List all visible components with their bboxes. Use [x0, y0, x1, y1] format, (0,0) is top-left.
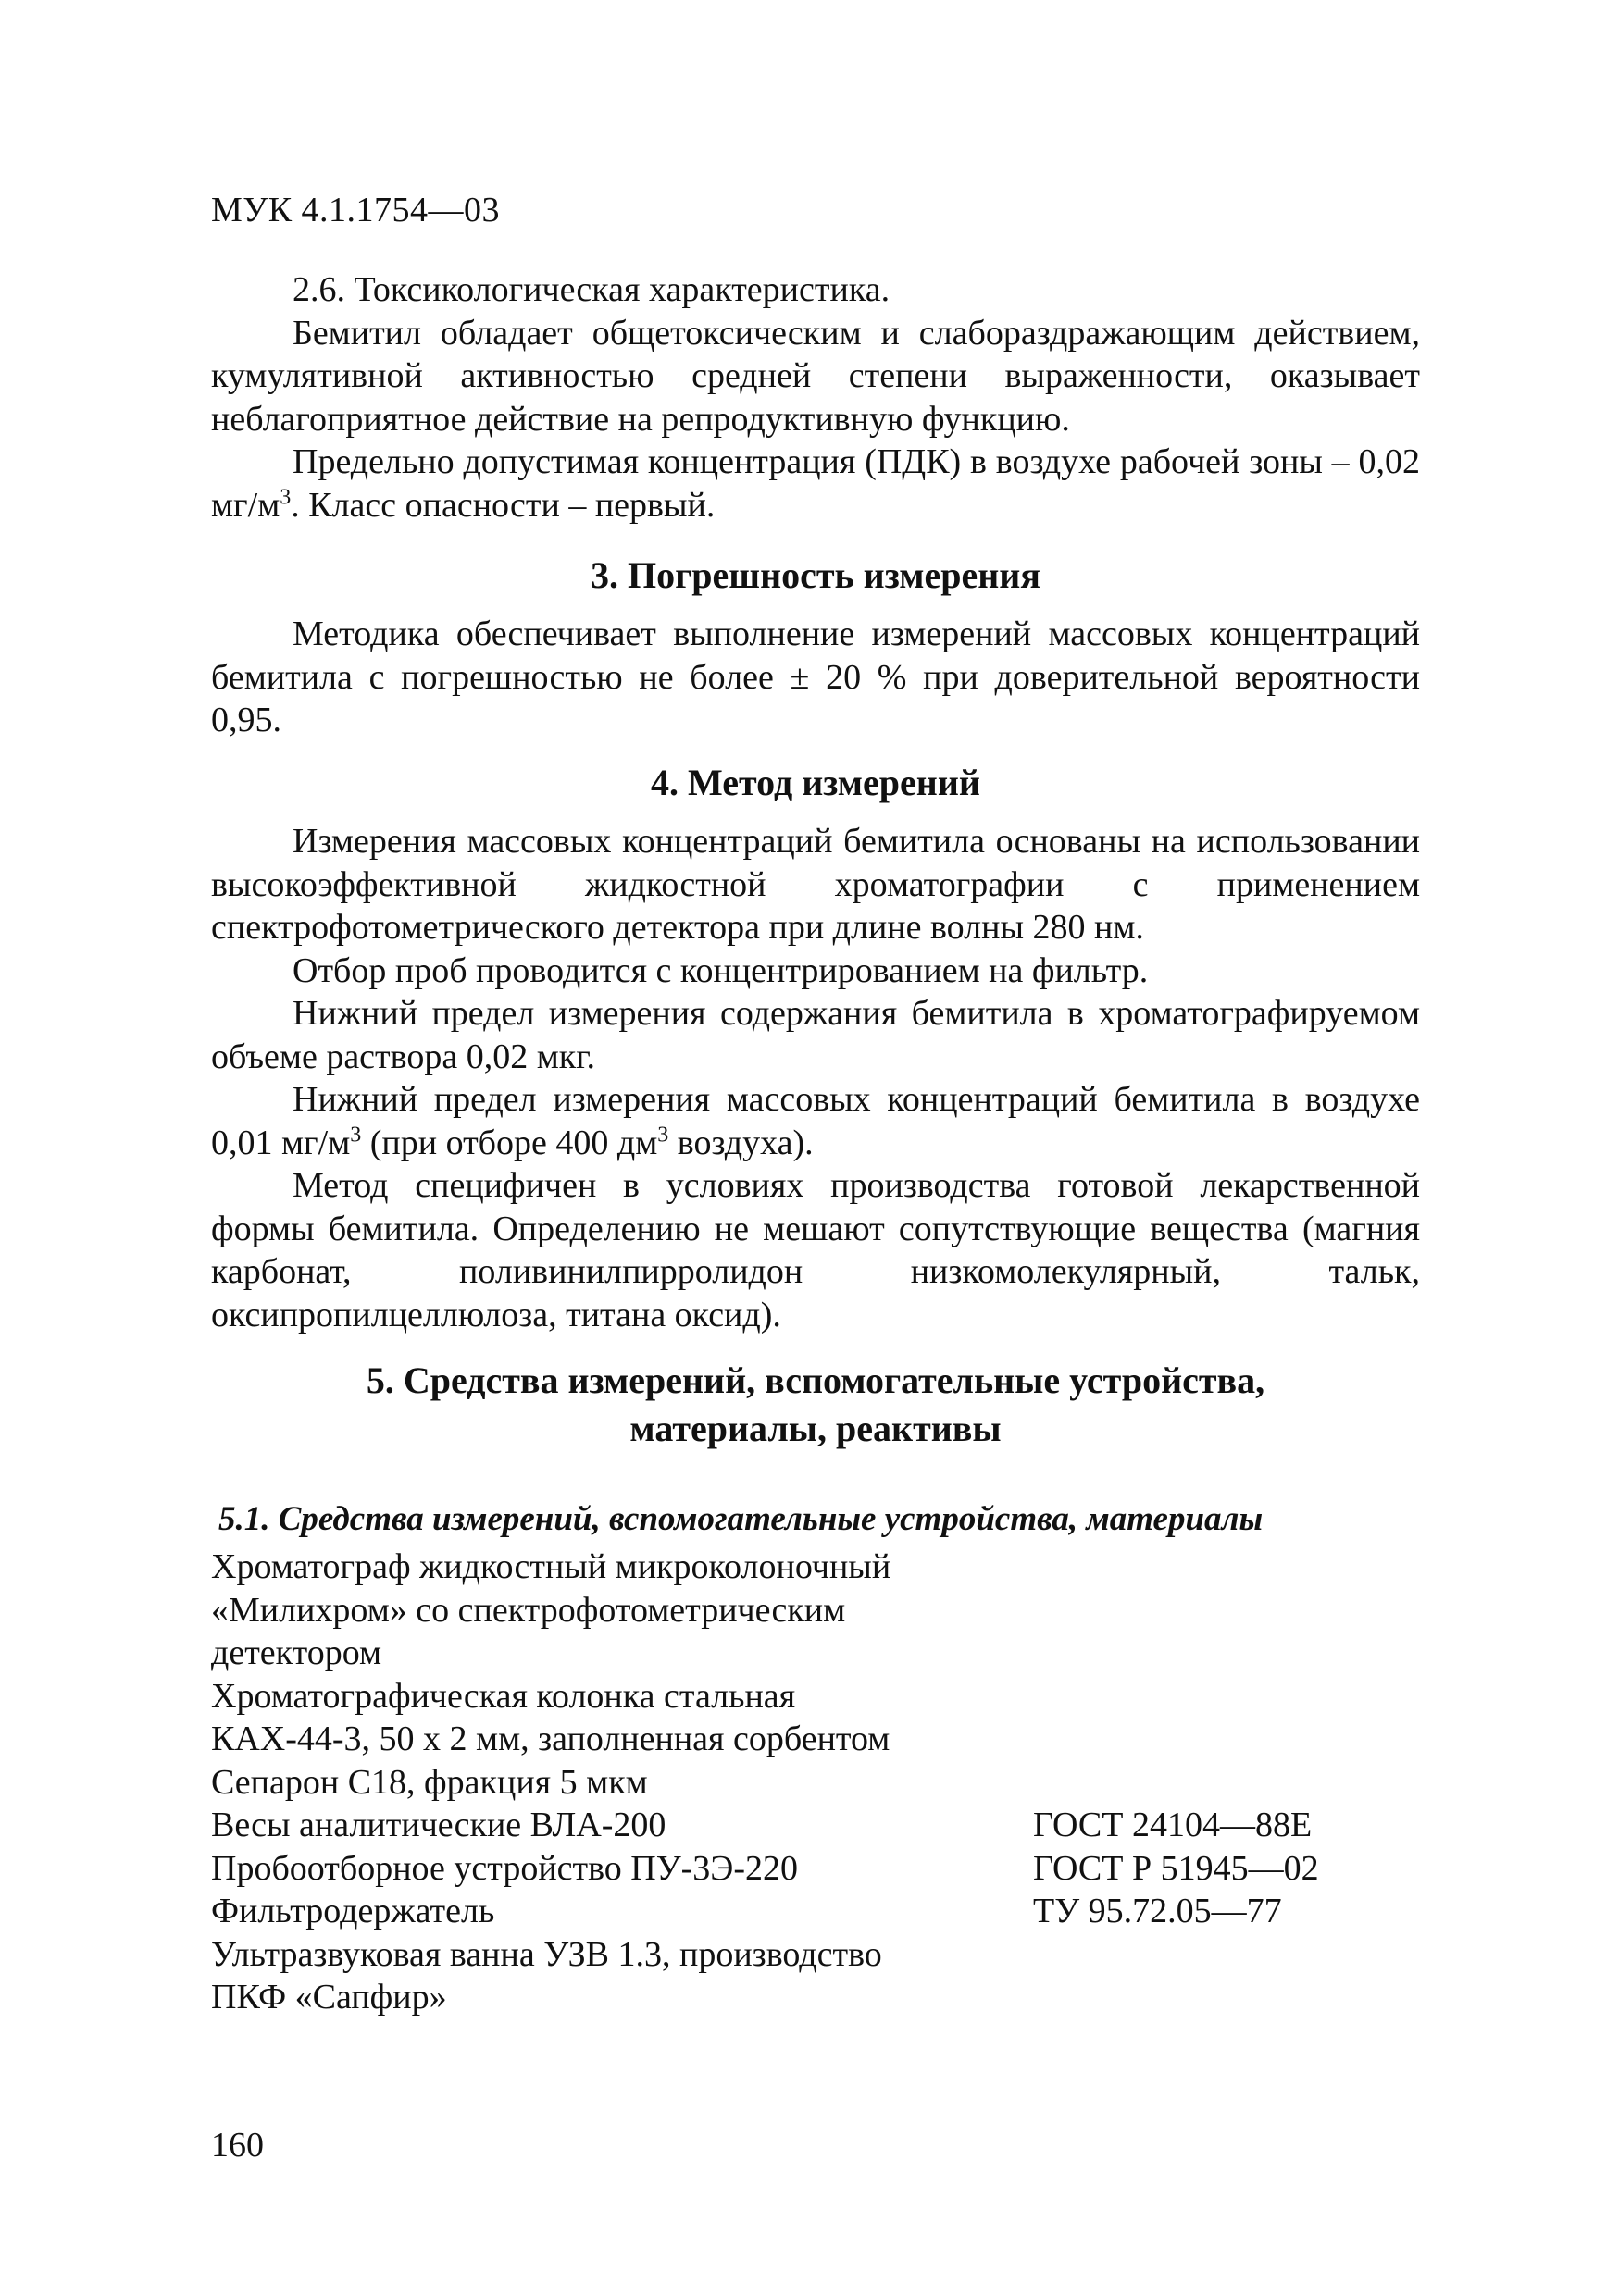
section-3-title: 3. Погрешность измерения	[591, 554, 1040, 596]
pdk-text-tail: . Класс опасности – первый.	[291, 485, 716, 525]
accuracy-paragraph: Методика обеспечивает выполнение измерений массовых концентраций бемитила с погрешностью не более ± 20 % при доверительной вероятности 0,95.	[211, 614, 1420, 739]
equipment-name: Ультразвуковая ванна УЗВ 1.3, производство	[211, 1934, 882, 1974]
sampling-paragraph: Отбор проб проводится с концентрированием на фильтр.	[293, 950, 1149, 990]
section-3	[211, 552, 1420, 600]
equipment-standard: ГОСТ 24104—88Е	[1033, 1806, 1313, 1844]
section-2-6-heading: 2.6. Токсикологическая характеристика.	[293, 270, 890, 309]
air-limit-paragraph	[211, 1078, 1420, 1164]
air-limit-sup-2: 3	[657, 1122, 669, 1147]
equipment-name: Фильтродержатель	[211, 1892, 495, 1930]
equipment-standard	[1033, 1976, 1420, 2019]
list-item	[211, 1675, 1420, 1719]
equipment-name: Весы аналитические ВЛА-200	[211, 1806, 666, 1844]
list-item	[211, 1718, 1420, 1761]
list-item	[211, 1632, 1420, 1675]
section-5-1-subtitle: 5.1. Средства измерений, вспомогательные устройства, материалы	[218, 1500, 1264, 1538]
specificity-paragraph: Метод специфичен в условиях производства готовой лекарственной формы бемитила. Определению не мешают сопутствующие вещества (магния карбонат, поливинилпирролидон низкомолекулярный, тальк, оксипропилцеллюлоза, титана оксид).	[211, 1166, 1420, 1334]
equipment-standard	[1033, 1589, 1420, 1632]
pdk-superscript: 3	[280, 484, 292, 509]
equipment-standard	[1033, 1675, 1420, 1719]
section-4-body	[211, 820, 1420, 1336]
section-3-body	[211, 613, 1420, 742]
air-limit-sup-1: 3	[350, 1122, 362, 1147]
equipment-standard	[1033, 1761, 1420, 1805]
equipment-standard	[1033, 1718, 1420, 1761]
list-item	[211, 1976, 1420, 2019]
list-item	[211, 1761, 1420, 1805]
section-2-6	[211, 268, 1420, 527]
list-item	[211, 1804, 1420, 1847]
air-limit-text-3: воздуха).	[668, 1123, 814, 1162]
equipment-standard	[1033, 1632, 1420, 1675]
lower-limit-paragraph: Нижний предел измерения содержания бемитила в хроматографируемом объеме раствора 0,02 мкг.	[211, 994, 1420, 1076]
equipment-list	[211, 1545, 1420, 2019]
section-5-title-line1: 5. Средства измерений, вспомогательные устройства,	[366, 1359, 1265, 1401]
pdk-paragraph	[211, 441, 1420, 527]
method-paragraph: Измерения массовых концентраций бемитила основаны на использовании высокоэффективной жидкостной хроматографии с применением спектрофотометрического детектора при длине волны 280 нм.	[211, 822, 1420, 947]
list-item	[211, 1589, 1420, 1632]
list-item	[211, 1847, 1420, 1891]
list-item	[211, 1933, 1420, 1977]
running-header: МУК 4.1.1754—03	[211, 191, 501, 230]
equipment-standard	[1033, 1933, 1420, 1977]
pdk-text: Предельно допустимая концентрация (ПДК) в воздухе рабочей зоны – 0,02 мг/м	[211, 442, 1420, 525]
equipment-standard: ТУ 95.72.05—77	[1033, 1892, 1282, 1930]
equipment-name: Пробоотборное устройство ПУ-3Э-220	[211, 1848, 799, 1888]
equipment-name: детектором	[211, 1633, 382, 1672]
air-limit-text: Нижний предел измерения массовых концентраций бемитила в воздухе 0,01 мг/м	[211, 1080, 1420, 1162]
section-5	[211, 1357, 1420, 1453]
equipment-name: «Милихром» со спектрофотометрическим	[211, 1590, 846, 1630]
air-limit-text-2: (при отборе 400 дм	[361, 1123, 658, 1162]
equipment-name: Хроматографическая колонка стальная	[211, 1676, 796, 1716]
section-4	[211, 759, 1420, 807]
page-number: 160	[211, 2126, 264, 2165]
equipment-standard	[1033, 1545, 1420, 1589]
section-5-title-line2: материалы, реактивы	[629, 1408, 1002, 1449]
equipment-name: КАХ-44-3, 50 х 2 мм, заполненная сорбентом	[211, 1719, 890, 1758]
equipment-standard: ГОСТ Р 51945—02	[1033, 1848, 1319, 1888]
equipment-name: Сепарон С18, фракция 5 мкм	[211, 1762, 648, 1802]
toxicology-paragraph: Бемитил обладает общетоксическим и слабораздражающим действием, кумулятивной активностью средней степени выраженности, оказывает неблагоприятное действие на репродуктивную функцию.	[211, 313, 1420, 439]
equipment-name: ПКФ «Сапфир»	[211, 1978, 447, 2017]
equipment-name: Хроматограф жидкостный микроколоночный	[211, 1547, 891, 1586]
list-item	[211, 1545, 1420, 1589]
section-4-title: 4. Метод измерений	[651, 762, 980, 803]
list-item	[211, 1890, 1420, 1933]
